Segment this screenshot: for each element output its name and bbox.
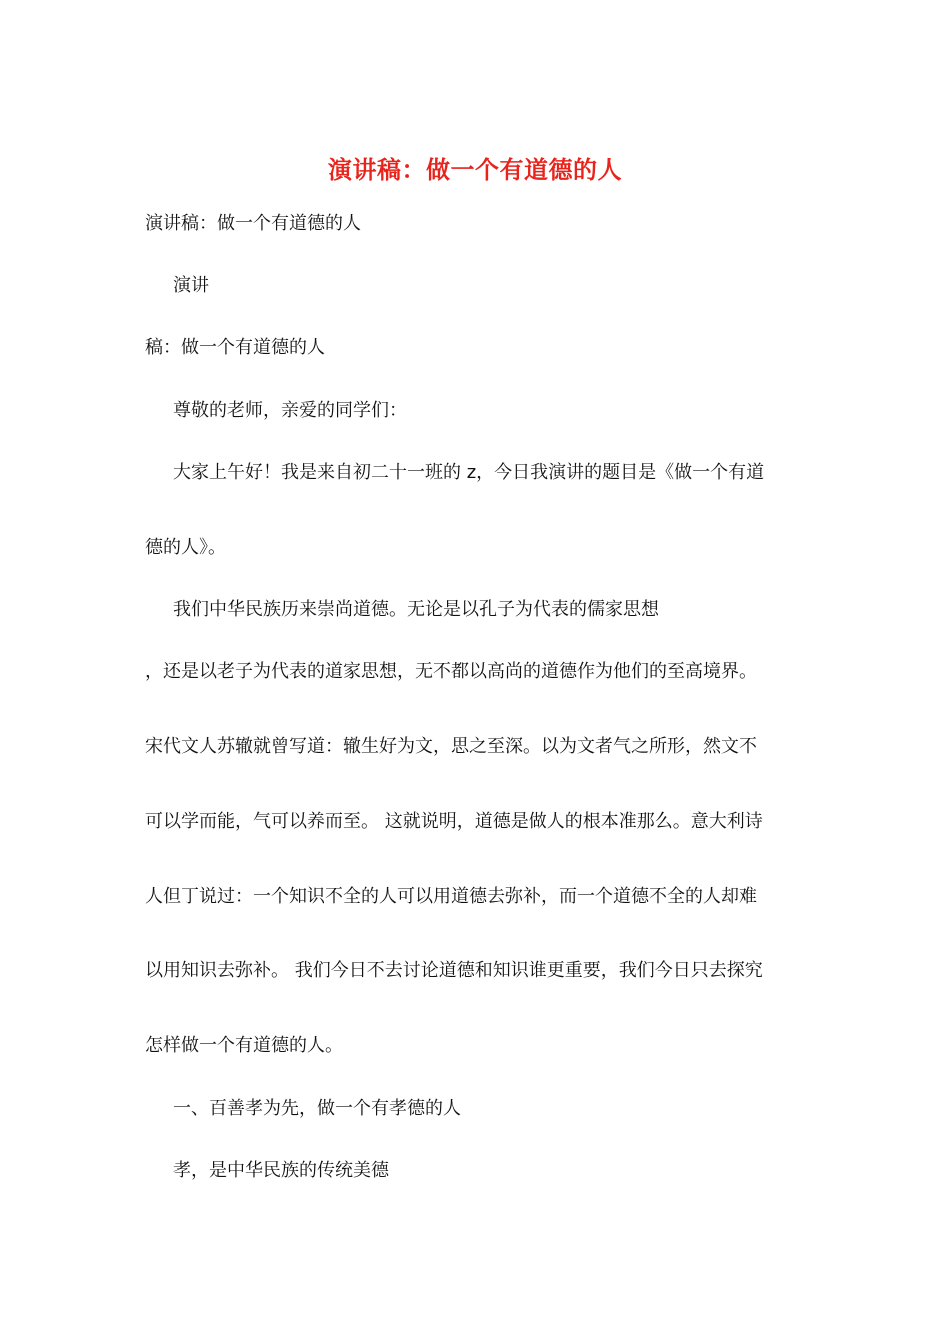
paragraph-line: 人但丁说过：一个知识不全的人可以用道德去弥补，而一个道德不全的人却难: [145, 886, 757, 907]
paragraph-line: 以用知识去弥补。 我们今日不去讨论道德和知识谁更重要，我们今日只去探究: [145, 960, 763, 981]
paragraph-line: 我们中华民族历来崇尚道德。无论是以孔子为代表的儒家思想: [173, 599, 659, 620]
paragraph-line: 孝，是中华民族的传统美德: [173, 1160, 389, 1181]
paragraph-line: 尊敬的老师，亲爱的同学们：: [173, 400, 407, 421]
paragraph-line: 德的人》。: [145, 537, 226, 558]
paragraph-line: ，还是以老子为代表的道家思想，无不都以高尚的道德作为他们的至高境界。: [145, 661, 757, 682]
paragraph-line: 稿：做一个有道德的人: [145, 337, 325, 358]
paragraph-line: 演讲稿：做一个有道德的人: [145, 213, 361, 234]
paragraph-line: 演讲: [173, 275, 209, 296]
paragraph-line: 大家上午好！我是来自初二十一班的 z，今日我演讲的题目是《做一个有道: [173, 462, 765, 483]
paragraph-line: 宋代文人苏辙就曾写道：辙生好为文，思之至深。以为文者气之所形，然文不: [145, 736, 757, 757]
paragraph-line: 可以学而能，气可以养而至。 这就说明，道德是做人的根本准那么。意大利诗: [145, 811, 763, 832]
paragraph-line: 怎样做一个有道德的人。: [145, 1035, 343, 1056]
document-title: 演讲稿：做一个有道德的人: [328, 155, 622, 184]
section-heading: 一、百善孝为先，做一个有孝德的人: [173, 1098, 461, 1119]
